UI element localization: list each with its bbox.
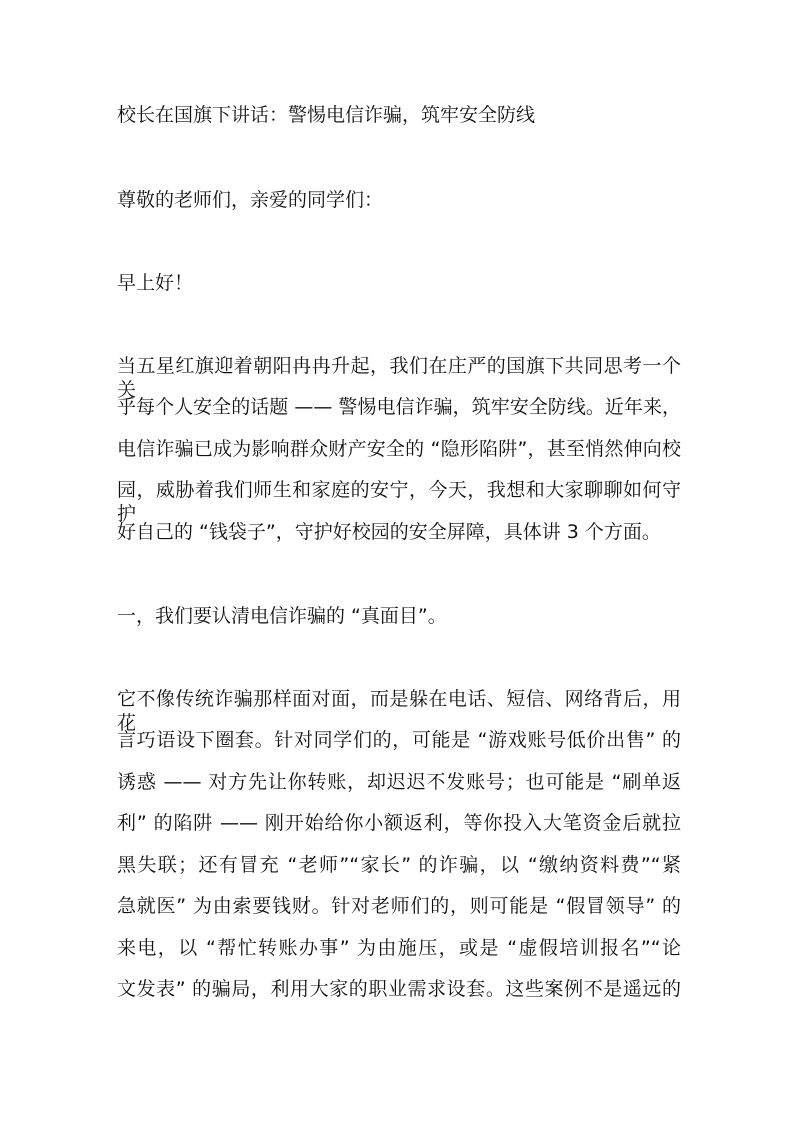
paragraph-line: 黑失联；还有冒充 “老师”“家长” 的诈骗，以 “缴纳资料费”“紧 — [117, 854, 681, 876]
paragraph-line: 文发表” 的骗局，利用大家的职业需求设套。这些案例不是遥远的 — [117, 978, 681, 1000]
paragraph-line: 利” 的陷阱 —— 刚开始给你小额返利，等你投入大笔资金后就拉 — [117, 812, 681, 834]
salutation: 尊敬的老师们，亲爱的同学们： — [117, 189, 384, 211]
paragraph-line: 它不像传统诈骗那样面对面，而是躲在电话、短信、网络背后，用花 — [117, 688, 681, 734]
paragraph-line: 乎每个人安全的话题 —— 警惕电信诈骗，筑牢安全防线。近年来， — [117, 396, 681, 418]
paragraph-line: 电信诈骗已成为影响群众财产安全的 “隐形陷阱”，甚至悄然伸向校 — [117, 438, 681, 460]
paragraph-line: 诱惑 —— 对方先让你转账，却迟迟不发账号；也可能是 “刷单返 — [117, 771, 681, 793]
paragraph-line: 当五星红旗迎着朝阳冉冉升起，我们在庄严的国旗下共同思考一个关 — [117, 355, 681, 401]
greeting: 早上好！ — [117, 272, 194, 294]
section-heading: 一，我们要认清电信诈骗的 “真面目”。 — [117, 605, 447, 627]
paragraph-line: 好自己的 “钱袋子”，守护好校园的安全屏障，具体讲 3 个方面。 — [117, 521, 661, 543]
paragraph-line: 来电，以 “帮忙转账办事” 为由施压，或是 “虚假培训报名”“论 — [117, 937, 681, 959]
paragraph-line: 园，威胁着我们师生和家庭的安宁，今天，我想和大家聊聊如何守护 — [117, 479, 681, 525]
paragraph-line: 言巧语设下圈套。针对同学们的，可能是 “游戏账号低价出售” 的 — [117, 729, 681, 751]
paragraph-line: 急就医” 为由索要钱财。针对老师们的，则可能是 “假冒领导” 的 — [117, 895, 681, 917]
document-title: 校长在国旗下讲话：警惕电信诈骗，筑牢安全防线 — [117, 104, 536, 126]
